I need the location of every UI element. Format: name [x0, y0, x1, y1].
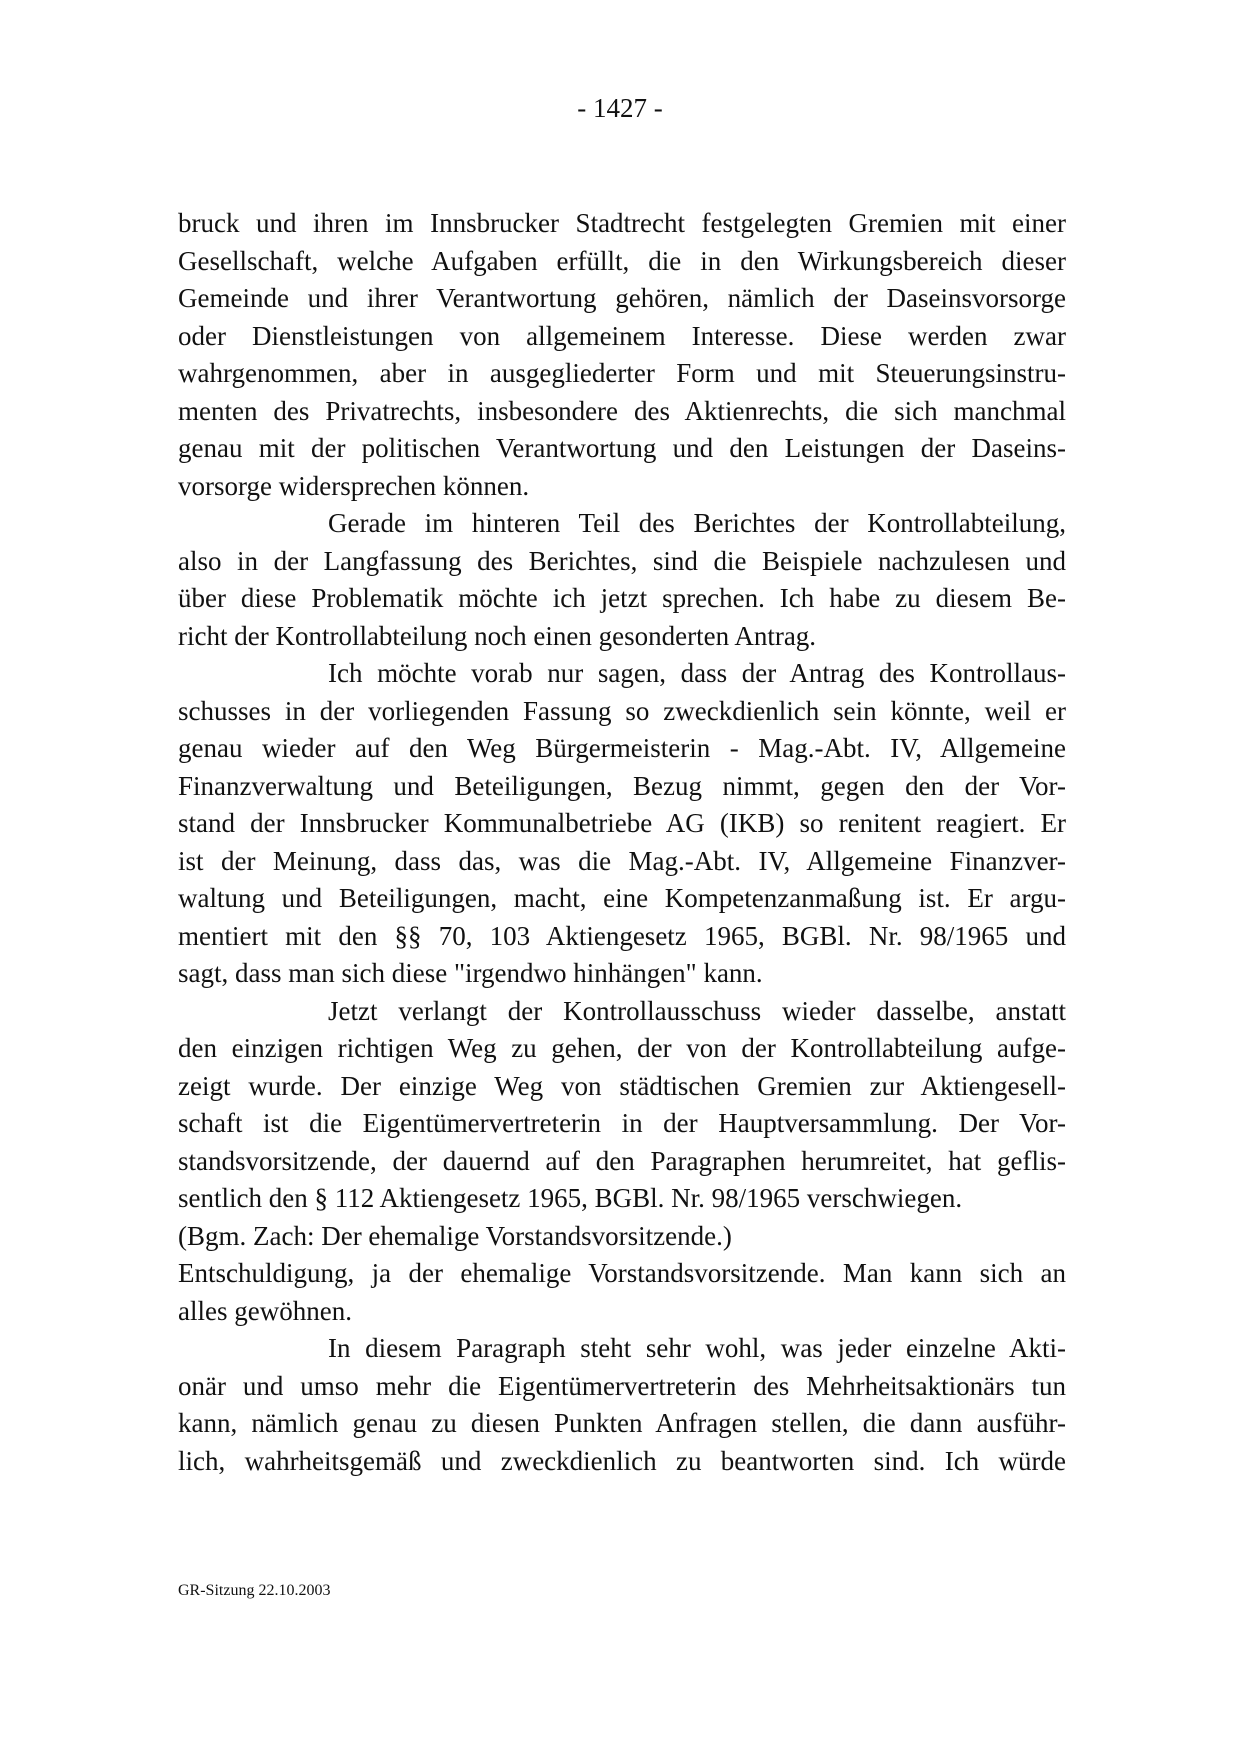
text-line: Finanzverwaltung und Beteiligungen, Bezug nimmt, gegen den der Vor- — [178, 770, 1066, 801]
text-line: genau wieder auf den Weg Bürgermeisterin - Mag.-Abt. IV, Allgemeine — [178, 733, 1066, 763]
text-line: über diese Problematik möchte ich jetzt sprechen. Ich habe zu diesem Be- — [178, 583, 1066, 613]
body-text — [178, 205, 1066, 1480]
text-line: onär und umso mehr die Eigentümervertreterin des Mehrheitsaktionärs tun — [178, 1370, 1066, 1401]
text-line: waltung und Beteiligungen, macht, eine Kompetenzanmaßung ist. Er argu- — [178, 883, 1066, 913]
text-line: also in der Langfassung des Berichtes, sind die Beispiele nachzulesen und — [178, 545, 1066, 576]
footer-session-date: GR-Sitzung 22.10.2003 — [178, 1582, 331, 1599]
text-line: mentiert mit den §§ 70, 103 Aktiengesetz 1965, BGBl. Nr. 98/1965 und — [178, 920, 1066, 951]
text-line: kann, nämlich genau zu diesen Punkten Anfragen stellen, die dann ausführ- — [178, 1408, 1066, 1438]
page-number: - 1427 - — [577, 93, 663, 123]
text-line: alles gewöhnen. — [178, 1295, 352, 1326]
text-line: menten des Privatrechts, insbesondere des Aktienrechts, die sich manchmal — [178, 395, 1066, 426]
text-line: ist der Meinung, dass das, was die Mag.-Abt. IV, Allgemeine Finanzver- — [178, 845, 1066, 876]
text-line: genau mit der politischen Verantwortung und den Leistungen der Daseins- — [178, 433, 1066, 463]
text-line: wahrgenommen, aber in ausgegliederter Form und mit Steuerungsinstru- — [178, 358, 1066, 388]
text-line: bruck und ihren im Innsbrucker Stadtrecht festgelegten Gremien mit einer — [178, 208, 1066, 238]
text-line: In diesem Paragraph steht sehr wohl, was jeder einzelne Akti- — [328, 1333, 1066, 1363]
text-line: Ich möchte vorab nur sagen, dass der Antrag des Kontrollaus- — [328, 658, 1066, 688]
text-line: Entschuldigung, ja der ehemalige Vorstandsvorsitzende. Man kann sich an — [178, 1258, 1066, 1288]
text-line: sentlich den § 112 Aktiengesetz 1965, BGBl. Nr. 98/1965 verschwiegen. — [178, 1183, 963, 1213]
text-line: schaft ist die Eigentümervertreterin in der Hauptversammlung. Der Vor- — [178, 1108, 1066, 1138]
text-line: Gerade im hinteren Teil des Berichtes der Kontrollabteilung, — [328, 508, 1066, 538]
text-line: Gemeinde und ihrer Verantwortung gehören, nämlich der Daseinsvorsorge — [178, 283, 1066, 313]
text-line: Gesellschaft, welche Aufgaben erfüllt, die in den Wirkungsbereich dieser — [178, 245, 1066, 276]
text-line: oder Dienstleistungen von allgemeinem Interesse. Diese werden zwar — [178, 320, 1066, 351]
text-line: Jetzt verlangt der Kontrollausschuss wieder dasselbe, anstatt — [328, 995, 1066, 1026]
text-line: lich, wahrheitsgemäß und zweckdienlich zu beantworten sind. Ich würde — [178, 1445, 1066, 1476]
text-line: sagt, dass man sich diese "irgendwo hinhängen" kann. — [178, 958, 763, 988]
text-line: vorsorge widersprechen können. — [178, 470, 530, 501]
text-line: standsvorsitzende, der dauernd auf den Paragraphen herumreitet, hat geflis- — [178, 1145, 1066, 1176]
text-line: zeigt wurde. Der einzige Weg von städtischen Gremien zur Aktiengesell- — [178, 1070, 1066, 1101]
text-line: stand der Innsbrucker Kommunalbetriebe AG (IKB) so renitent reagiert. Er — [178, 808, 1066, 838]
text-line: schusses in der vorliegenden Fassung so zweckdienlich sein könnte, weil er — [178, 695, 1066, 726]
interjection-line: (Bgm. Zach: Der ehemalige Vorstandsvorsitzende.) — [178, 1220, 732, 1251]
text-line: richt der Kontrollabteilung noch einen gesonderten Antrag. — [178, 620, 817, 651]
text-line: den einzigen richtigen Weg zu gehen, der von der Kontrollabteilung aufge- — [178, 1033, 1066, 1063]
